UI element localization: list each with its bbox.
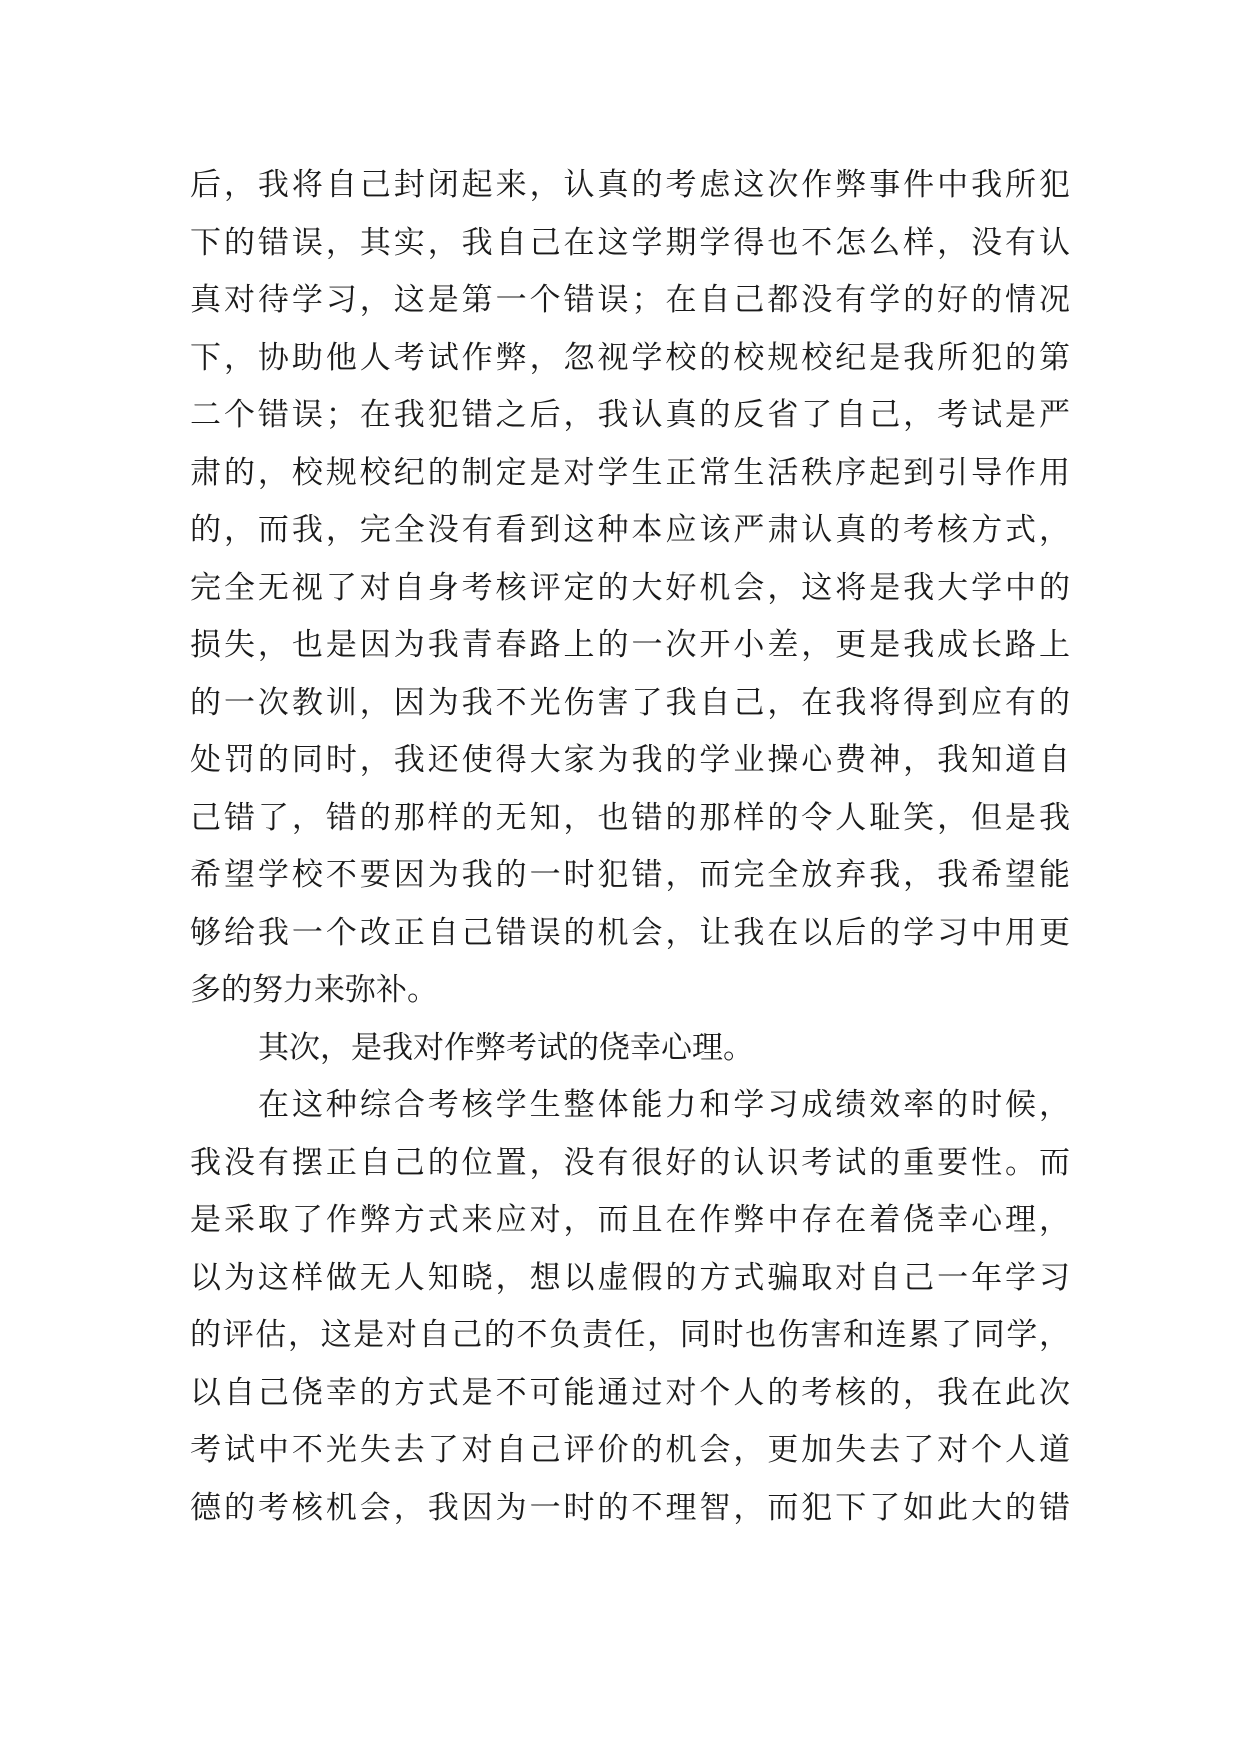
text-line: 我没有摆正自己的位置，没有很好的认识考试的重要性。而 bbox=[190, 1144, 1070, 1181]
text-line: 希望学校不要因为我的一时犯错，而完全放弃我，我希望能 bbox=[190, 857, 1070, 893]
text-line: 真对待学习，这是第一个错误；在自己都没有学的好的情况 bbox=[190, 282, 1070, 318]
text-line: 完全无视了对自身考核评定的大好机会，这将是我大学中的 bbox=[190, 569, 1070, 606]
text-line: 是采取了作弊方式来应对，而且在作弊中存在着侥幸心理， bbox=[190, 1202, 1070, 1238]
text-line: 二个错误；在我犯错之后，我认真的反省了自己，考试是严 bbox=[190, 397, 1070, 433]
text-line: 的，而我，完全没有看到这种本应该严肃认真的考核方式， bbox=[190, 512, 1070, 548]
text-line: 的评估，这是对自己的不负责任，同时也伤害和连累了同学， bbox=[190, 1317, 1070, 1353]
text-line: 在这种综合考核学生整体能力和学习成绩效率的时候， bbox=[258, 1087, 1070, 1123]
text-line: 以为这样做无人知晓，想以虚假的方式骗取对自己一年学习 bbox=[190, 1259, 1070, 1296]
document-body bbox=[190, 157, 1070, 1537]
text-line: 的一次教训，因为我不光伤害了我自己，在我将得到应有的 bbox=[190, 684, 1070, 721]
text-line: 多的努力来弥补。 bbox=[190, 972, 438, 1008]
text-line: 下的错误，其实，我自己在这学期学得也不怎么样，没有认 bbox=[190, 224, 1070, 261]
text-line: 处罚的同时，我还使得大家为我的学业操心费神，我知道自 bbox=[190, 742, 1070, 778]
text-line: 损失，也是因为我青春路上的一次开小差，更是我成长路上 bbox=[190, 627, 1070, 663]
text-line: 后，我将自己封闭起来，认真的考虑这次作弊事件中我所犯 bbox=[190, 167, 1070, 203]
text-line: 下，协助他人考试作弊，忽视学校的校规校纪是我所犯的第 bbox=[190, 339, 1070, 376]
text-line: 考试中不光失去了对自己评价的机会，更加失去了对个人道 bbox=[190, 1432, 1070, 1468]
text-line: 己错了，错的那样的无知，也错的那样的令人耻笑，但是我 bbox=[190, 799, 1070, 836]
text-line: 够给我一个改正自己错误的机会，让我在以后的学习中用更 bbox=[190, 914, 1070, 951]
text-line: 以自己侥幸的方式是不可能通过对个人的考核的，我在此次 bbox=[190, 1374, 1070, 1411]
text-line: 肃的，校规校纪的制定是对学生正常生活秩序起到引导作用 bbox=[190, 454, 1070, 491]
text-line: 其次，是我对作弊考试的侥幸心理。 bbox=[258, 1029, 754, 1066]
text-line: 德的考核机会，我因为一时的不理智，而犯下了如此大的错 bbox=[190, 1489, 1070, 1526]
